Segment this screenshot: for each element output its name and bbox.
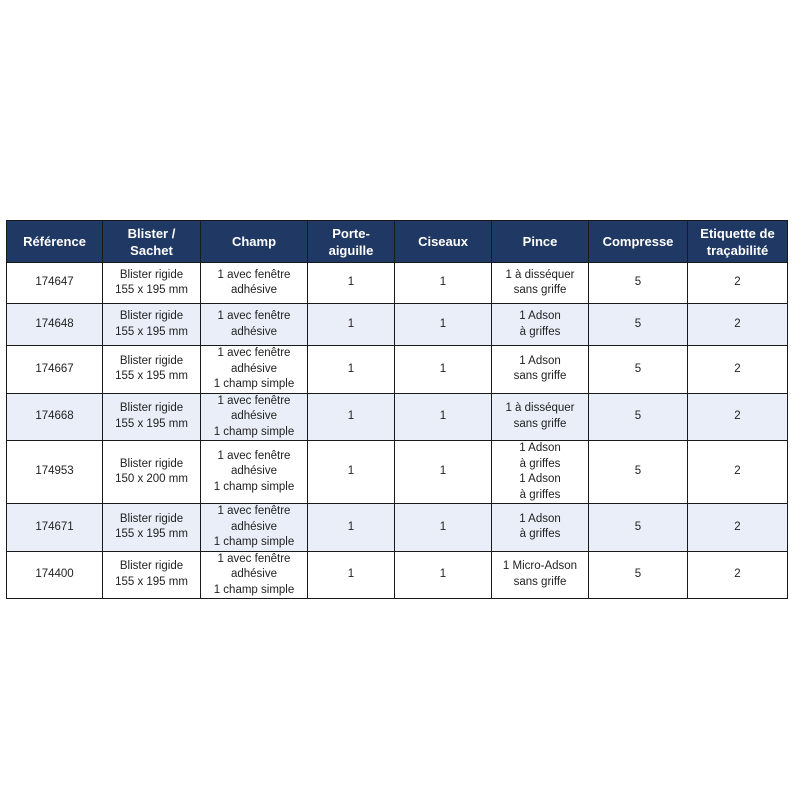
cell-text-line: Blister rigide <box>119 268 184 281</box>
column-header-line: Compresse <box>602 234 674 249</box>
cell-text-line: 174648 <box>35 317 74 330</box>
cell-text-line: 1 <box>347 520 355 533</box>
cell-text-line: 2 <box>734 276 741 289</box>
cell-text-line: adhésive <box>230 284 278 296</box>
cell-pince <box>492 393 589 441</box>
cell-ciseaux <box>395 393 492 441</box>
cell-text-line: 1 <box>439 520 447 533</box>
cell-etiquette-tracabilite <box>688 504 788 552</box>
table-header-row <box>7 221 788 263</box>
column-header-line: aiguille <box>328 242 374 258</box>
cell-text-line: 5 <box>634 520 642 533</box>
cell-etiquette-tracabilite <box>688 551 788 599</box>
cell-text-line: à griffes <box>519 325 561 338</box>
cell-compresse <box>589 346 688 394</box>
cell-etiquette-tracabilite <box>688 346 788 394</box>
cell-text-line: 1 <box>439 362 447 375</box>
cell-ciseaux <box>395 304 492 346</box>
cell-text-line: 1 <box>347 362 355 375</box>
cell-porte-aiguille <box>308 393 395 441</box>
cell-text-line: Blister rigide <box>119 560 184 573</box>
table-row <box>7 551 788 599</box>
cell-blister-sachet <box>103 504 201 552</box>
cell-text-line: 1 <box>439 568 447 580</box>
cell-text-line: à griffes <box>519 528 561 541</box>
cell-text-line: sans griffe <box>513 370 567 383</box>
table-row <box>7 346 788 394</box>
cell-text-line: 1 à disséquer <box>505 268 575 281</box>
table-body <box>7 263 788 599</box>
cell-text-line: 1 avec fenêtre <box>217 505 291 517</box>
cell-text-line: 1 <box>347 317 355 330</box>
column-header-porte-aiguille <box>308 221 395 263</box>
cell-text-line: 174667 <box>35 362 74 375</box>
table-row <box>7 504 788 552</box>
column-header-line: traçabilité <box>706 242 769 258</box>
cell-text-line: 5 <box>634 410 642 422</box>
cell-ciseaux <box>395 263 492 304</box>
cell-blister-sachet <box>103 551 201 599</box>
cell-text-line: 1 <box>439 465 447 478</box>
cell-text-line: 5 <box>634 465 642 478</box>
cell-text-line: 1 avec fenêtre <box>217 347 291 359</box>
cell-pince <box>492 346 589 394</box>
cell-reference <box>7 393 103 441</box>
cell-reference <box>7 441 103 504</box>
cell-text-line: 155 x 195 mm <box>115 417 188 430</box>
cell-porte-aiguille <box>308 551 395 599</box>
cell-text-line: 174671 <box>35 520 74 533</box>
cell-text-line: adhésive <box>230 568 278 580</box>
cell-text-line: 1 champ simple <box>213 536 295 548</box>
cell-text-line: 1 champ simple <box>213 378 295 390</box>
cell-text-line: 1 <box>439 410 447 422</box>
cell-text-line: 1 champ simple <box>213 583 295 596</box>
column-header-line: Ciseaux <box>418 234 468 249</box>
cell-text-line: sans griffe <box>513 284 567 296</box>
cell-etiquette-tracabilite <box>688 441 788 504</box>
table-row <box>7 304 788 346</box>
cell-text-line: 2 <box>734 362 741 375</box>
cell-compresse <box>589 304 688 346</box>
table-row <box>7 441 788 504</box>
cell-compresse <box>589 441 688 504</box>
cell-champ <box>201 393 308 441</box>
column-header-ciseaux <box>395 221 492 263</box>
cell-text-line: Blister rigide <box>119 512 184 525</box>
cell-text-line: 1 avec fenêtre <box>217 552 291 565</box>
cell-text-line: 155 x 195 mm <box>115 325 188 338</box>
cell-text-line: 2 <box>734 317 741 330</box>
cell-porte-aiguille <box>308 346 395 394</box>
cell-text-line: adhésive <box>230 465 278 478</box>
cell-compresse <box>589 263 688 304</box>
cell-champ <box>201 304 308 346</box>
cell-etiquette-tracabilite <box>688 304 788 346</box>
cell-text-line: 1 avec fenêtre <box>217 268 291 281</box>
cell-text-line: 1 Adson <box>519 512 561 525</box>
cell-porte-aiguille <box>308 263 395 304</box>
cell-champ <box>201 346 308 394</box>
cell-porte-aiguille <box>308 504 395 552</box>
cell-porte-aiguille <box>308 304 395 346</box>
cell-text-line: adhésive <box>230 362 278 375</box>
column-header-compresse <box>589 221 688 263</box>
cell-text-line: 5 <box>634 317 642 330</box>
table-row <box>7 263 788 304</box>
column-header-line: Etiquette de <box>700 225 775 241</box>
cell-compresse <box>589 551 688 599</box>
cell-text-line: 1 Micro-Adson <box>502 560 578 573</box>
cell-pince <box>492 551 589 599</box>
cell-porte-aiguille <box>308 441 395 504</box>
column-header-etiquette-tracabilite <box>688 221 788 263</box>
cell-compresse <box>589 393 688 441</box>
cell-text-line: 1 <box>347 410 355 422</box>
cell-text-line: adhésive <box>230 410 278 422</box>
cell-text-line: 2 <box>734 568 741 580</box>
cell-text-line: 5 <box>634 362 642 375</box>
cell-blister-sachet <box>103 346 201 394</box>
cell-text-line: sans griffe <box>513 417 567 430</box>
cell-text-line: 2 <box>734 410 741 422</box>
cell-text-line: 1 <box>347 276 355 289</box>
column-header-champ <box>201 221 308 263</box>
cell-text-line: à griffes <box>519 488 561 501</box>
cell-text-line: 2 <box>734 520 741 533</box>
column-header-pince <box>492 221 589 263</box>
cell-etiquette-tracabilite <box>688 263 788 304</box>
cell-text-line: 1 avec fenêtre <box>217 310 291 322</box>
table-row <box>7 393 788 441</box>
cell-pince <box>492 304 589 346</box>
cell-reference <box>7 263 103 304</box>
cell-text-line: 155 x 195 mm <box>115 575 188 588</box>
column-header-line: Porte- <box>332 225 370 241</box>
cell-text-line: 155 x 195 mm <box>115 284 188 296</box>
cell-text-line: 1 Adson <box>519 354 561 367</box>
column-header-line: Pince <box>522 234 558 249</box>
cell-ciseaux <box>395 346 492 394</box>
cell-reference <box>7 504 103 552</box>
column-header-line: Blister / <box>127 225 176 241</box>
cell-text-line: 1 avec fenêtre <box>217 394 291 407</box>
cell-text-line: 174647 <box>35 276 74 289</box>
column-header-line: Sachet <box>130 242 173 258</box>
cell-champ <box>201 441 308 504</box>
cell-pince <box>492 263 589 304</box>
cell-blister-sachet <box>103 441 201 504</box>
cell-ciseaux <box>395 504 492 552</box>
cell-text-line: 1 <box>347 568 355 580</box>
column-header-reference <box>7 221 103 263</box>
cell-text-line: 1 <box>439 317 447 330</box>
cell-text-line: 1 champ simple <box>213 425 295 438</box>
cell-text-line: 155 x 195 mm <box>115 370 188 383</box>
product-table <box>6 220 788 599</box>
cell-text-line: 1 Adson <box>519 310 561 322</box>
cell-text-line: 5 <box>634 568 642 580</box>
column-header-line: Référence <box>23 234 86 249</box>
cell-etiquette-tracabilite <box>688 393 788 441</box>
cell-ciseaux <box>395 551 492 599</box>
cell-blister-sachet <box>103 263 201 304</box>
cell-text-line: 5 <box>634 276 642 289</box>
cell-reference <box>7 346 103 394</box>
column-header-line: Champ <box>231 234 277 249</box>
cell-text-line: sans griffe <box>513 575 567 588</box>
cell-text-line: 1 à disséquer <box>505 402 575 415</box>
cell-text-line: 174953 <box>35 465 74 478</box>
cell-reference <box>7 304 103 346</box>
cell-text-line: adhésive <box>230 325 278 338</box>
cell-text-line: Blister rigide <box>119 354 184 367</box>
cell-text-line: 150 x 200 mm <box>115 473 188 485</box>
column-header-blister-sachet <box>103 221 201 263</box>
cell-reference <box>7 551 103 599</box>
cell-champ <box>201 263 308 304</box>
cell-champ <box>201 551 308 599</box>
cell-compresse <box>589 504 688 552</box>
cell-text-line: 1 <box>347 465 355 478</box>
cell-text-line: 1 Adson <box>519 442 561 454</box>
cell-text-line: Blister rigide <box>119 457 184 470</box>
cell-blister-sachet <box>103 393 201 441</box>
cell-text-line: à griffes <box>519 457 561 470</box>
cell-text-line: 155 x 195 mm <box>115 528 188 541</box>
cell-text-line: 1 champ simple <box>213 480 295 493</box>
cell-text-line: 1 avec fenêtre <box>217 449 291 462</box>
cell-text-line: 1 Adson <box>519 473 561 485</box>
cell-text-line: 174668 <box>35 410 74 422</box>
cell-text-line: Blister rigide <box>119 402 184 415</box>
cell-pince <box>492 504 589 552</box>
product-table-container <box>6 220 787 599</box>
cell-champ <box>201 504 308 552</box>
cell-ciseaux <box>395 441 492 504</box>
cell-blister-sachet <box>103 304 201 346</box>
cell-text-line: 2 <box>734 465 741 478</box>
cell-text-line: 174400 <box>35 568 74 580</box>
cell-text-line: adhésive <box>230 520 278 533</box>
cell-pince <box>492 441 589 504</box>
cell-text-line: Blister rigide <box>119 310 184 322</box>
cell-text-line: 1 <box>439 276 447 289</box>
